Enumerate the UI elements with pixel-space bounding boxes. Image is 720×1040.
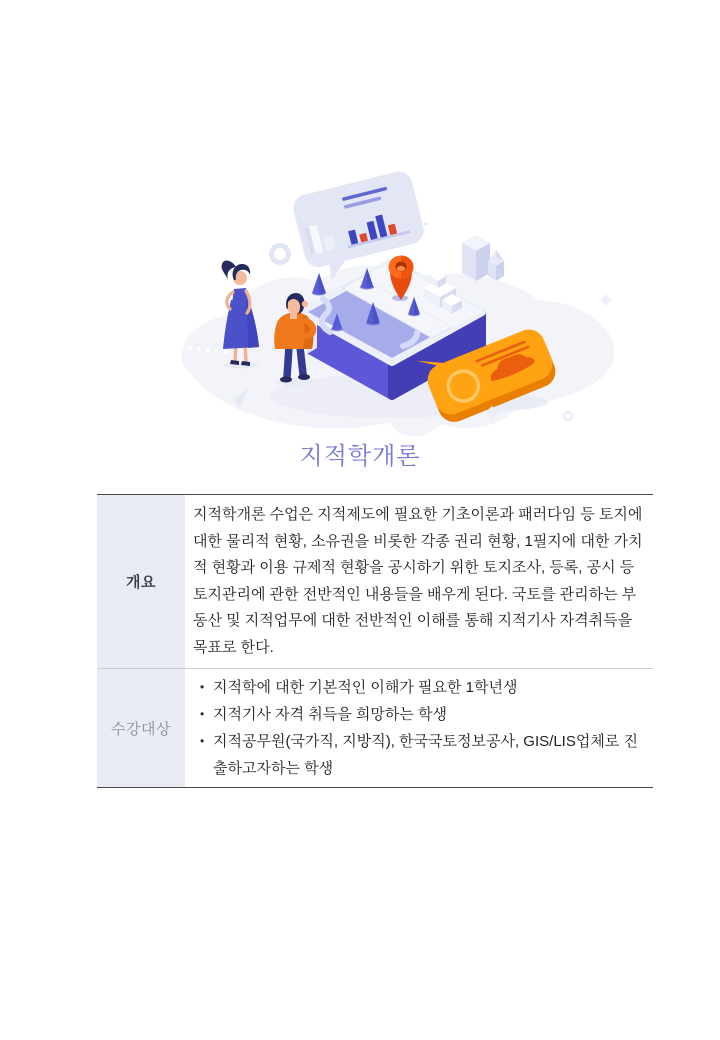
list-item: • 지적기사 자격 취득을 희망하는 학생 — [200, 701, 647, 728]
list-item: • 지적학에 대한 기본적인 이해가 필요한 1학년생 — [200, 674, 647, 701]
course-illustration — [90, 150, 630, 450]
table-row-audience — [97, 669, 653, 787]
table-row-overview — [97, 495, 653, 669]
overview-text: 지적학개론 수업은 지적제도에 필요한 기초이론과 패러다임 등 토지에 대한 물리적 현황, 소유권을 비롯한 각종 권리 현황, 1필지에 대한 가치적 현황과 이용 규제적 현황을 공시하기 위한 토지조사, 등록, 공시 등 토지관리에 관한 전반적인 내용들을 배우게 된다. 국토를 관리하는 부동산 및 지적업무에 대한 전반적인 이해를 통해 지적기사 자격취득을 목표로 한다. — [193, 506, 643, 656]
ring-decoration — [272, 246, 289, 263]
list-item: • 지적공무원(국가직, 지방직), 한국국토정보공사, GIS/LIS업체로 진출하고자하는 학생 — [200, 728, 647, 782]
audience-bullet-list — [185, 674, 647, 782]
row-label-audience: 수강대상 — [97, 669, 185, 787]
city-buildings — [462, 235, 504, 281]
page-title: 지적학개론 — [299, 443, 421, 470]
audience-list-cell — [185, 669, 653, 787]
course-info-table — [97, 494, 653, 788]
row-label-overview: 개요 — [97, 495, 185, 668]
